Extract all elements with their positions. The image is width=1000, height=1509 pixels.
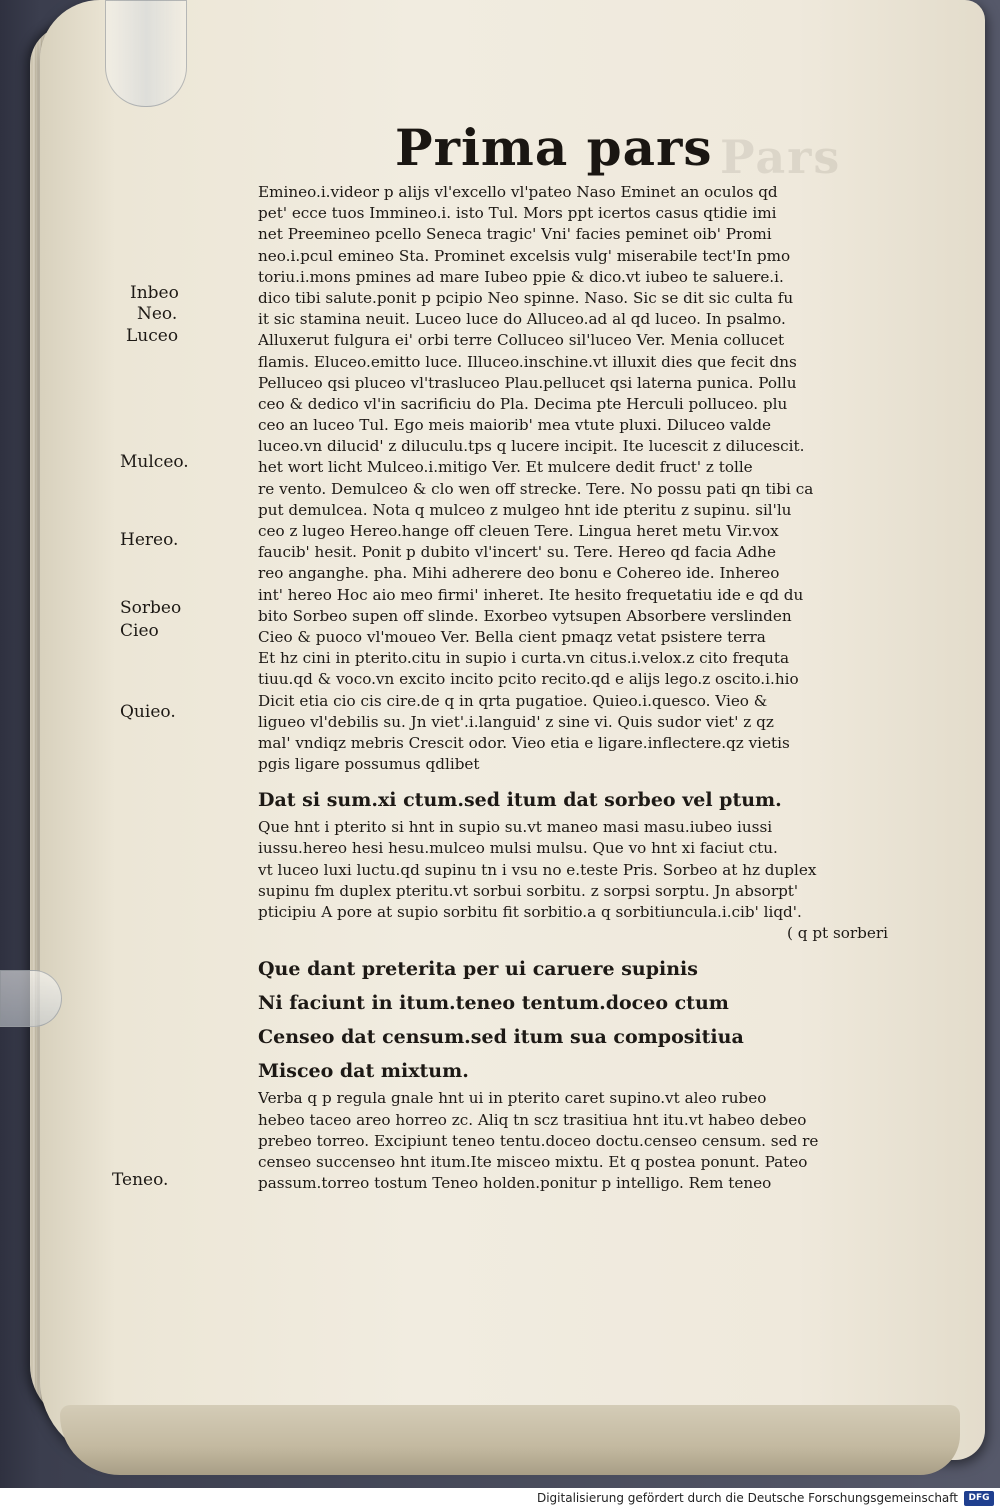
verse-line: Dat si sum.xi ctum.sed itum dat sorbeo vel ptum.	[258, 789, 782, 812]
text-line: pgis ligare possumus qdlibet	[258, 755, 480, 774]
margin-note: Hereo.	[120, 530, 179, 550]
margin-note: Cieo	[120, 621, 159, 641]
margin-note: Inbeo	[130, 283, 179, 303]
page-bottom-edge	[60, 1405, 960, 1475]
margin-note: Quieo.	[120, 702, 176, 722]
text-line: ligueo vl'debilis su. Jn viet'.i.languid' z sine vi. Quis sudor viet' z qz	[258, 712, 774, 731]
glass-clamp-left	[0, 970, 62, 1027]
text-line: Pelluceo qsi pluceo vl'trasluceo Plau.pellucet qsi laterna punica. Pollu	[258, 373, 797, 392]
text-line: it sic stamina neuit. Luceo luce do Alluceo.ad al qd luceo. In psalmo.	[258, 310, 786, 329]
text-line: prebeo torreo. Excipiunt teneo tentu.doceo doctu.censeo censum. sed re	[258, 1131, 819, 1150]
text-line: Emineo.i.videor p alijs vl'excello vl'pateo Naso Eminet an oculos qd	[258, 183, 778, 201]
text-line: Verba q p regula gnale hnt ui in pterito caret supino.vt aleo rubeo	[258, 1089, 767, 1108]
text-line: ceo & dedico vl'in sacrificiu do Pla. Decima pte Herculi polluceo. plu	[258, 394, 788, 413]
show-through-text: Pars	[720, 130, 842, 184]
running-head: Prima pars	[395, 118, 713, 177]
text-line: dico tibi salute.ponit p pcipio Neo spinne. Naso. Sic se dit sic culta fu	[258, 288, 794, 307]
text-line: neo.i.pcul emineo Sta. Prominet excelsis vulg' miserabile tect'In pmo	[258, 246, 791, 265]
text-line: het wort licht Mulceo.i.mitigo Ver. Et mulcere dedit fruct' z tolle	[258, 458, 753, 477]
footer-bar	[0, 1488, 1000, 1509]
text-line: bito Sorbeo supen off slinde. Exorbeo vytsupen Absorbere verslinden	[258, 606, 792, 625]
text-line: tiuu.qd & voco.vn excito incito pcito recito.qd e alijs lego.z oscito.i.hio	[258, 670, 799, 689]
margin-note: Neo.	[137, 304, 178, 324]
text-line: iussu.hereo hesi hesu.mulceo mulsi mulsu. Que vo hnt xi faciut ctu.	[258, 839, 778, 858]
text-line: ceo an luceo Tul. Ego meis maiorib' mea vtute pluxi. Diluceo valde	[258, 416, 772, 435]
margin-note: Teneo.	[112, 1170, 169, 1190]
text-line-tail: ( q pt sorberi	[787, 924, 888, 943]
text-line: flamis. Eluceo.emitto luce. Illuceo.inschine.vt illuxit dies que fecit dns	[258, 352, 797, 371]
dfg-logo: DFG	[964, 1491, 994, 1506]
text-column	[258, 182, 888, 1194]
text-line: mal' vndiqz mebris Crescit odor. Vieo etia e ligare.inflectere.qz vietis	[258, 733, 790, 752]
text-line: net Preemineo pcello Seneca tragic' Vni' facies peminet oib' Promi	[258, 225, 772, 244]
text-line: pet' ecce tuos Immineo.i. isto Tul. Mors ppt icertos casus qtidie imi	[258, 204, 777, 223]
text-line: put demulcea. Nota q mulceo z mulgeo hnt ide pteritu z supinu. sil'lu	[258, 500, 792, 519]
verse-line: Misceo dat mixtum.	[258, 1060, 469, 1083]
text-line: Que hnt i pterito si hnt in supio su.vt maneo masi masu.iubeo iussi	[258, 818, 773, 837]
text-line: pticipiu A pore at supio sorbitu fit sorbitio.a q sorbitiuncula.i.cib' liqd'.	[258, 903, 802, 921]
text-line: reo anganghe. pha. Mihi adherere deo bonu e Cohereo ide. Inhereo	[258, 564, 780, 583]
text-line: ceo z lugeo Hereo.hange off cleuen Tere. Lingua heret metu Vir.vox	[258, 522, 779, 540]
margin-note: Mulceo.	[120, 452, 189, 472]
verse-line: Censeo dat censum.sed itum sua compositiua	[258, 1026, 744, 1049]
margin-note: Sorbeo	[120, 598, 182, 618]
text-line: supinu fm duplex pteritu.vt sorbui sorbitu. z sorpsi sorptu. Jn absorpt'	[258, 881, 799, 900]
text-line: luceo.vn dilucid' z diluculu.tps q lucere incipit. Ite lucescit z dilucescit.	[258, 437, 805, 456]
text-line: Dicit etia cio cis cire.de q in qrta pugatioe. Quieo.i.quesco. Vieo &	[258, 691, 768, 710]
text-line: toriu.i.mons pmines ad mare Iubeo ppie & dico.vt iubeo te saluere.i.	[258, 267, 784, 286]
text-line: hebeo taceo areo horreo zc. Aliq tn scz trasitiua hnt itu.vt habeo debeo	[258, 1110, 807, 1129]
text-line: Cieo & puoco vl'moueo Ver. Bella cient pmaqz vetat psistere terra	[258, 627, 766, 646]
verse-line: Que dant preterita per ui caruere supinis	[258, 958, 698, 981]
funding-credit: Digitalisierung gefördert durch die Deutsche Forschungsgemeinschaft	[536, 1491, 958, 1505]
text-line: re vento. Demulceo & clo wen off strecke. Tere. No possu pati qn tibi ca	[258, 479, 814, 498]
text-line: vt luceo luxi luctu.qd supinu tn i vsu no e.teste Pris. Sorbeo at hz duplex	[258, 860, 817, 879]
margin-note: Luceo	[126, 326, 179, 346]
text-line: int' hereo Hoc aio meo firmi' inheret. Ite hesito frequetatiu ide e qd du	[258, 585, 804, 604]
glass-clamp-top	[105, 0, 187, 107]
text-line: faucib' hesit. Ponit p dubito vl'incert' su. Tere. Hereo qd facia Adhe	[258, 543, 777, 562]
text-line: passum.torreo tostum Teneo holden.ponitur p intelligo. Rem teneo	[258, 1174, 772, 1193]
text-line: Alluxerut fulgura ei' orbi terre Colluceo sil'luceo Ver. Menia collucet	[258, 331, 785, 350]
text-line: Et hz cini in pterito.citu in supio i curta.vn citus.i.velox.z cito frequta	[258, 649, 790, 668]
text-line: censeo succenseo hnt itum.Ite misceo mixtu. Et q postea ponunt. Pateo	[258, 1152, 808, 1171]
verse-line: Ni faciunt in itum.teneo tentum.doceo ctum	[258, 992, 729, 1015]
